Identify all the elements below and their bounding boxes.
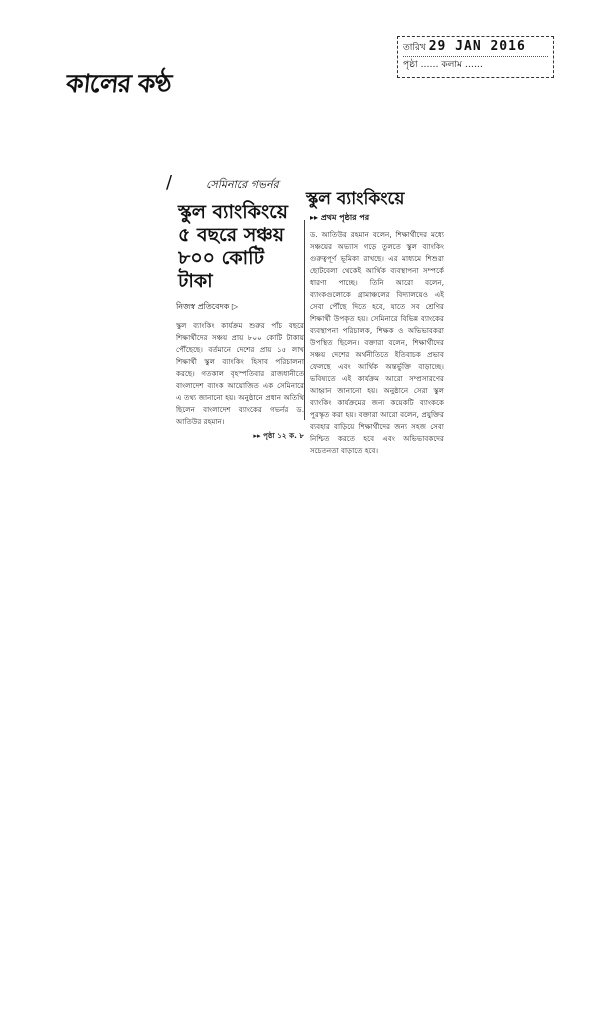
stamp-page-label: পৃষ্ঠা <box>403 60 418 70</box>
clipping-stamp <box>397 36 554 78</box>
stamp-date-label: তারিখ <box>403 43 426 53</box>
stamp-date: 29 JAN 2016 <box>428 39 526 54</box>
article-kicker: সেমিনারে গভর্নর <box>206 178 279 191</box>
stamp-column-label: কলাম <box>441 60 462 70</box>
stamp-date-row <box>403 41 548 54</box>
stamp-page-row: পৃষ্ঠা …… কলাম …… <box>403 56 548 71</box>
article-right-column <box>310 212 444 457</box>
article-headline: স্কুল ব্যাংকিংয়ে ৫ বছরে সঞ্চয় ৮০০ কোটি টাকা <box>178 201 288 292</box>
article-left-column <box>166 172 304 442</box>
slash-mark: / <box>166 172 173 193</box>
article-body-left-text: স্কুল ব্যাংকিং কার্যক্রম শুরুর পাঁচ বছরে শিক্ষার্থীদের সঞ্চয় প্রায় ৮০০ কোটি টাকায় পৌঁছেছে। বর্তমানে দেশের প্রায় ১৫ লাখ শিক্ষার্থী স্কুল ব্যাংকিং হিসাব পরিচালনা করছে। গতকাল বৃহস্পতিবার রাজধানীতে বাংলাদেশ ব্যাংক আয়োজিত এক সেমিনারে এ তথ্য জানানো হয়। অনুষ্ঠানে প্রধান অতিথি ছিলেন বাংলাদেশ ব্যাংকের গভর্নর ড. আতিউর রহমান। <box>176 321 304 426</box>
article-body-right: ড. আতিউর রহমান বলেন, শিক্ষার্থীদের মধ্যে সঞ্চয়ের অভ্যাস গড়ে তুলতে স্কুল ব্যাংকিং গুরুত্বপূর্ণ ভূমিকা রাখছে। এর মাধ্যমে শিশুরা ছোটবেলা থেকেই আর্থিক ব্যবস্থাপনা সম্পর্কে ধারণা পাচ্ছে। তিনি আরো বলেন, ব্যাংকগুলোকে গ্রামাঞ্চলের বিদ্যালয়েও এই সেবা পৌঁছে দিতে হবে, যাতে সব শ্রেণির শিক্ষার্থী উপকৃত হয়। সেমিনারে বিভিন্ন ব্যাংকের ব্যবস্থাপনা পরিচালক, শিক্ষক ও অভিভাবকরা উপস্থিত ছিলেন। বক্তারা বলেন, শিক্ষার্থীদের সঞ্চয় দেশের অর্থনীতিতে ইতিবাচক প্রভাব ফেলছে এবং আর্থিক অন্তর্ভুক্তি বাড়াচ্ছে। ভবিষ্যতে এই কার্যক্রম আরো সম্প্রসারণের আহ্বান জানানো হয়। অনুষ্ঠানে সেরা স্কুল ব্যাংকিং কার্যক্রমের জন্য কয়েকটি ব্যাংককে পুরস্কৃত করা হয়। বক্তারা আরো বলেন, প্রযুক্তির ব্যবহার বাড়িয়ে শিক্ষার্থীদের জন্য সহজ সেবা নিশ্চিত করতে হবে এবং অভিভাবকদের সচেতনতা বাড়াতে হবে। <box>310 230 444 455</box>
article-byline: নিজস্ব প্রতিবেদক ▷ <box>176 302 239 311</box>
continuation-headline: স্কুল ব্যাংকিংয়ে <box>306 189 405 209</box>
continued-on-label: ▸▸ পৃষ্ঠা ১২ ক. ৮ <box>253 431 304 440</box>
article-body-left <box>176 320 304 442</box>
continued-from-label: ▸▸ প্রথম পৃষ্ঠার পর <box>310 213 370 222</box>
newspaper-masthead: কালের কণ্ঠ <box>64 69 173 98</box>
column-divider <box>304 220 305 420</box>
